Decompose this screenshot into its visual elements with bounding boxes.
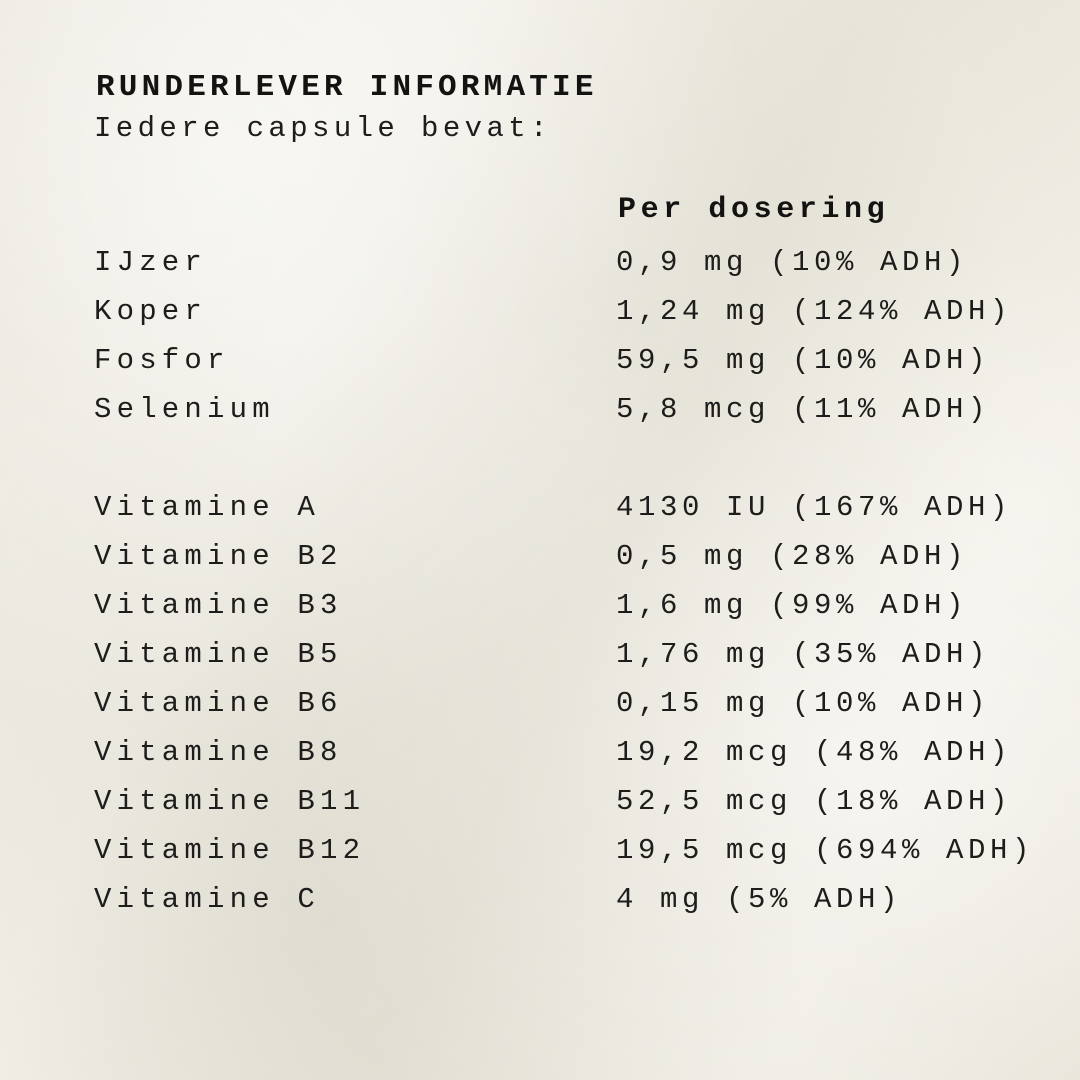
nutrient-name: Vitamine B8 bbox=[94, 736, 343, 769]
table-row bbox=[0, 736, 1080, 776]
nutrient-value: 5,8 mcg (11% ADH) bbox=[616, 393, 991, 426]
table-row bbox=[0, 785, 1080, 825]
table-row bbox=[0, 638, 1080, 678]
table-row bbox=[0, 687, 1080, 727]
nutrient-name: Vitamine A bbox=[94, 491, 321, 524]
nutrient-value: 19,2 mcg (48% ADH) bbox=[616, 736, 1013, 769]
nutrient-name: Vitamine C bbox=[94, 883, 321, 916]
nutrient-name: Koper bbox=[94, 295, 208, 328]
table-row bbox=[0, 393, 1080, 433]
page-title: RUNDERLEVER INFORMATIE bbox=[96, 70, 598, 105]
nutrient-value: 59,5 mg (10% ADH) bbox=[616, 344, 991, 377]
nutrient-name: Selenium bbox=[94, 393, 275, 426]
nutrient-name: Vitamine B11 bbox=[94, 785, 366, 818]
nutrient-value: 1,24 mg (124% ADH) bbox=[616, 295, 1013, 328]
table-row bbox=[0, 491, 1080, 531]
nutrient-value: 1,6 mg (99% ADH) bbox=[616, 589, 969, 622]
table-row bbox=[0, 246, 1080, 286]
page-subtitle: Iedere capsule bevat: bbox=[94, 112, 552, 145]
table-row bbox=[0, 540, 1080, 580]
nutrient-value: 0,15 mg (10% ADH) bbox=[616, 687, 991, 720]
nutrient-value: 52,5 mcg (18% ADH) bbox=[616, 785, 1013, 818]
nutrient-name: Vitamine B12 bbox=[94, 834, 366, 867]
table-row bbox=[0, 834, 1080, 874]
nutrient-value: 1,76 mg (35% ADH) bbox=[616, 638, 991, 671]
column-header-per-dosering: Per dosering bbox=[618, 193, 890, 227]
nutrient-name: Vitamine B6 bbox=[94, 687, 343, 720]
nutrient-name: IJzer bbox=[94, 246, 208, 279]
nutrient-value: 4 mg (5% ADH) bbox=[616, 883, 903, 916]
nutrient-value: 19,5 mcg (694% ADH) bbox=[616, 834, 1035, 867]
nutrient-value: 0,5 mg (28% ADH) bbox=[616, 540, 969, 573]
nutrient-name: Vitamine B5 bbox=[94, 638, 343, 671]
nutrient-value: 0,9 mg (10% ADH) bbox=[616, 246, 969, 279]
table-row bbox=[0, 344, 1080, 384]
nutrient-name: Fosfor bbox=[94, 344, 230, 377]
nutrient-name: Vitamine B2 bbox=[94, 540, 343, 573]
nutrient-name: Vitamine B3 bbox=[94, 589, 343, 622]
table-row bbox=[0, 589, 1080, 629]
table-row bbox=[0, 883, 1080, 923]
table-row bbox=[0, 295, 1080, 335]
nutrient-value: 4130 IU (167% ADH) bbox=[616, 491, 1013, 524]
